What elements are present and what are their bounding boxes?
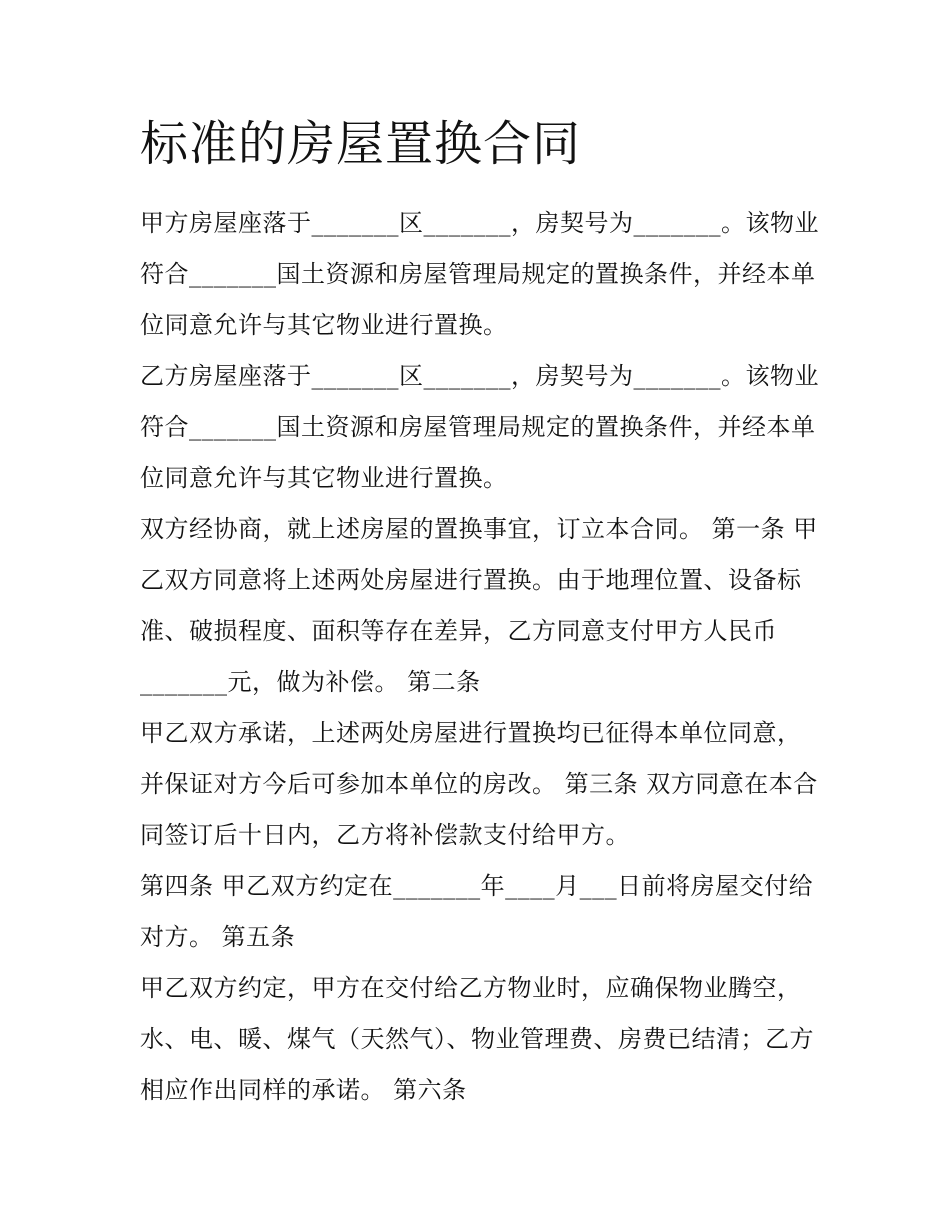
document-title: 标准的房屋置换合同 [140, 116, 582, 172]
document-body [140, 198, 820, 1116]
paragraph-article-four: 第四条 甲乙双方约定在_______年____月___日前将房屋交付给对方。 第五条 [140, 872, 814, 951]
paragraph-party-a-property: 甲方房屋座落于_______区_______，房契号为_______。该物业符合_______国土资源和房屋管理局规定的置换条件，并经本单位同意允许与其它物业进行置换。 [140, 209, 819, 339]
paragraph-article-two-three: 甲乙双方承诺，上述两处房屋进行置换均已征得本单位同意，并保证对方今后可参加本单位的房改。 第三条 双方同意在本合同签订后十日内，乙方将补偿款支付给甲方。 [140, 719, 818, 849]
paragraph-article-five: 甲乙双方约定，甲方在交付给乙方物业时，应确保物业腾空，水、电、暖、煤气（天然气）、物业管理费、房费已结清；乙方相应作出同样的承诺。 第六条 [140, 974, 814, 1104]
paragraph-party-b-property: 乙方房屋座落于_______区_______，房契号为_______。该物业符合_______国土资源和房屋管理局规定的置换条件，并经本单位同意允许与其它物业进行置换。 [140, 362, 819, 492]
paragraph-article-one: 双方经协商，就上述房屋的置换事宜，订立本合同。 第一条 甲乙双方同意将上述两处房屋进行置换。由于地理位置、设备标准、破损程度、面积等存在差异，乙方同意支付甲方人民币_______元，做为补偿。 第二条 [140, 515, 818, 696]
